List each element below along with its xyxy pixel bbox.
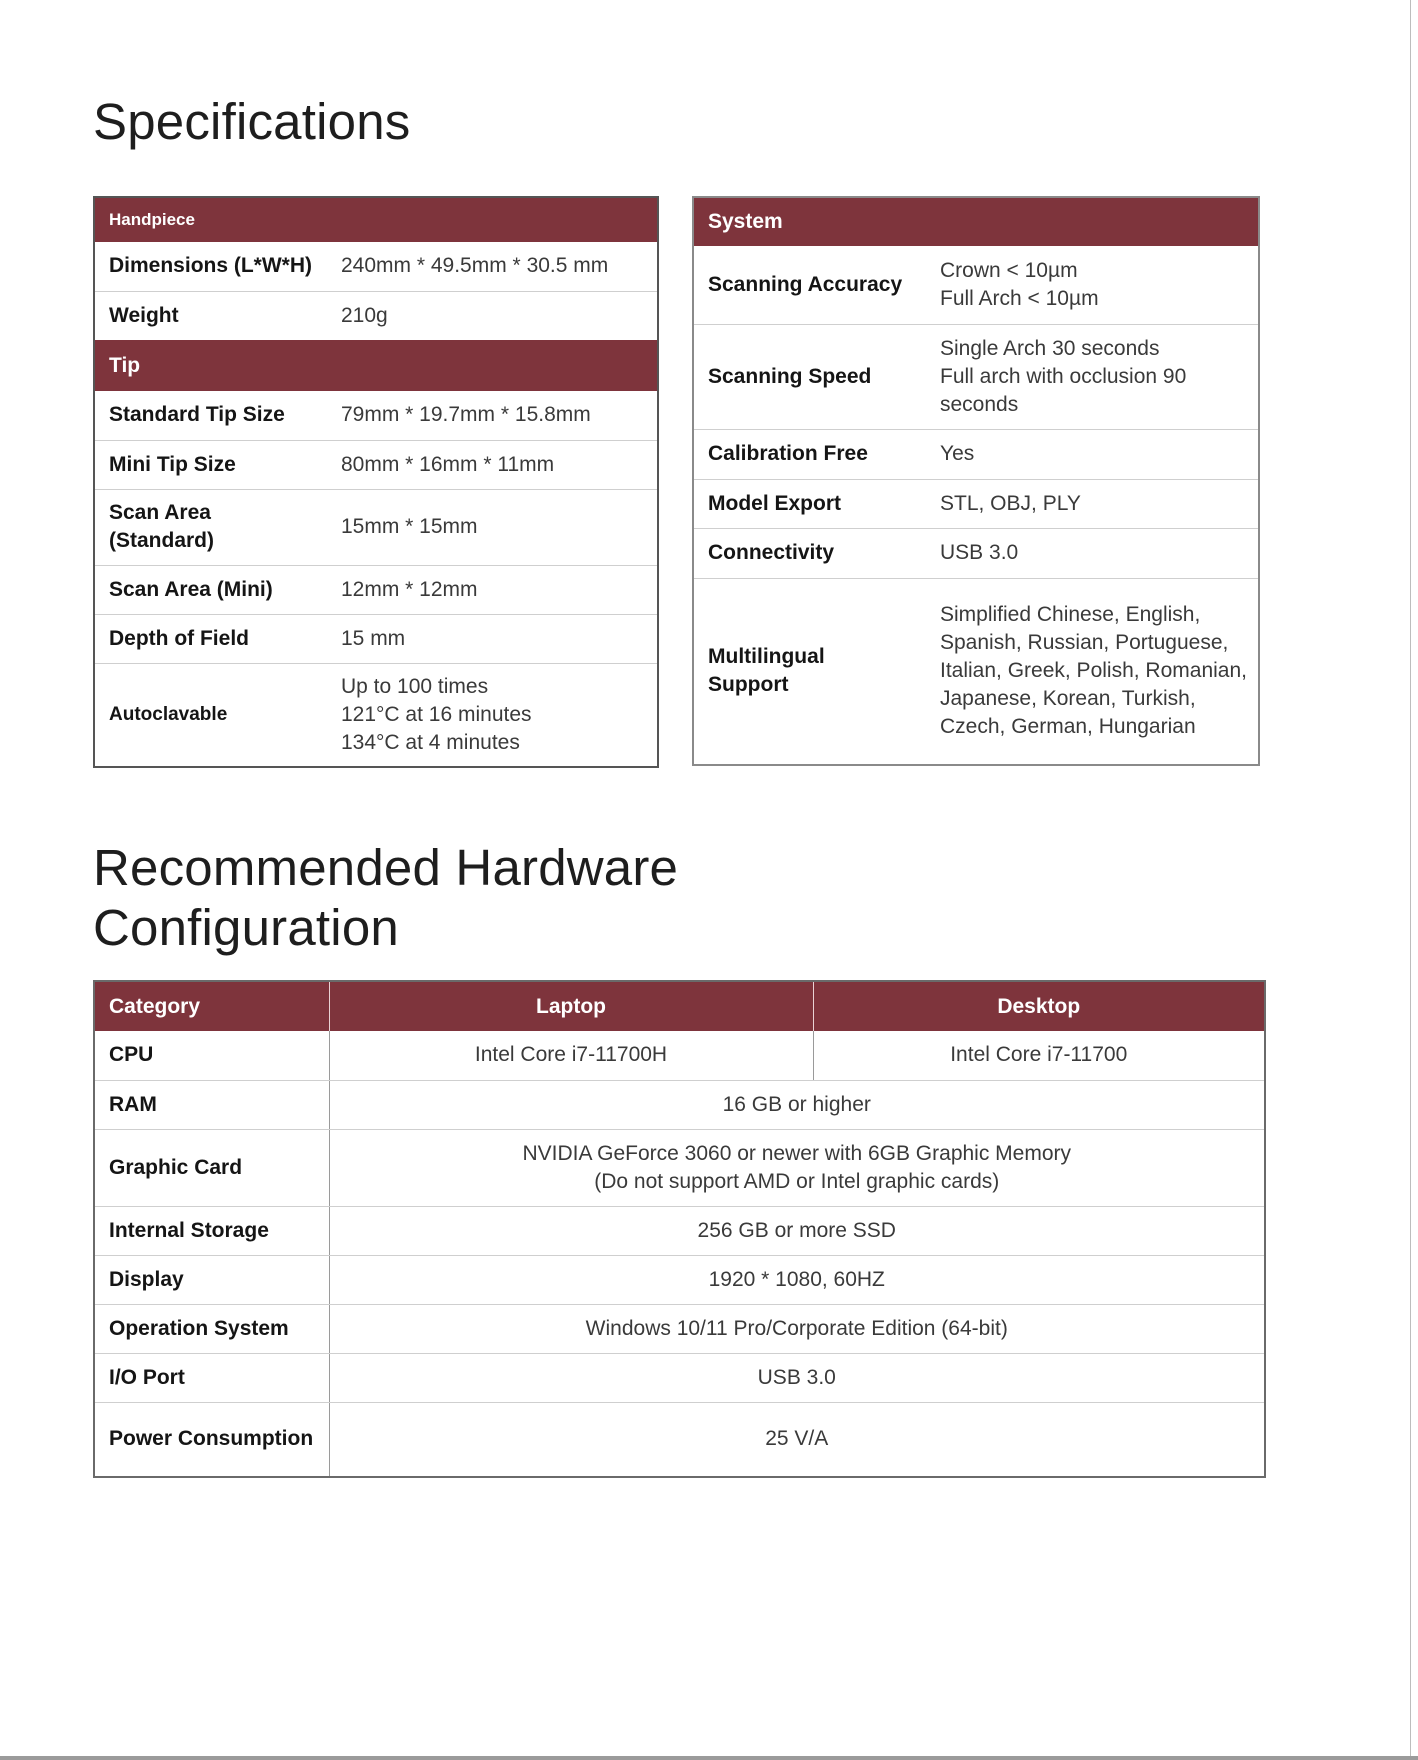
system-table [692,196,1260,766]
table-row [94,1080,1265,1129]
table-row [693,479,1259,528]
table-row [94,1129,1265,1206]
table-row [94,440,658,489]
row-value: NVIDIA GeForce 3060 or newer with 6GB Graphic Memory (Do not support AMD or Intel graphic cards) [329,1129,1265,1206]
column-header-laptop: Laptop [329,981,813,1031]
row-value: 210g [341,303,388,327]
desktop-cpu-value: Intel Core i7-11700 [813,1031,1265,1080]
row-value: STL, OBJ, PLY [926,479,1259,528]
table-row [693,246,1259,324]
system-section-header: System [693,197,1259,246]
row-value: Up to 100 times 121°C at 16 minutes 134°C at 4 minutes [341,674,532,754]
row-label: Dimensions (L*W*H) [94,242,327,291]
table-row [94,1304,1265,1353]
row-label: Depth of Field [94,614,327,663]
specifications-title: Specifications [93,93,411,150]
row-value: 16 GB or higher [329,1080,1265,1129]
row-label: Mini Tip Size [94,440,327,489]
table-row [94,1206,1265,1255]
row-value: 80mm * 16mm * 11mm [327,440,658,489]
page-edge-bottom [0,1756,1418,1760]
row-value: Crown < 10µm Full Arch < 10µm [926,246,1259,324]
row-value: Single Arch 30 seconds Full arch with occlusion 90 seconds [926,324,1259,429]
column-header-category: Category [94,981,329,1031]
table-row [693,429,1259,479]
row-value: USB 3.0 [926,528,1259,578]
table-row [94,489,658,565]
row-label: Weight [109,303,179,327]
row-value: 12mm * 12mm [327,565,658,614]
row-value: Windows 10/11 Pro/Corporate Edition (64-bit) [329,1304,1265,1353]
row-label: I/O Port [94,1353,329,1402]
table-header-row [94,197,658,242]
table-row [94,291,658,340]
row-label: Display [94,1255,329,1304]
row-value: 256 GB or more SSD [329,1206,1265,1255]
row-label: Connectivity [693,528,926,578]
table-row [693,528,1259,578]
row-label: Scanning Accuracy [693,246,926,324]
row-label: RAM [94,1080,329,1129]
row-label: Model Export [693,479,926,528]
hardware-title: Recommended Hardware Configuration [93,839,679,956]
table-row [94,1031,1265,1080]
table-header-row [693,197,1259,246]
row-label: Power Consumption [109,1427,314,1451]
row-value: Simplified Chinese, English, Spanish, Russian, Portuguese, Italian, Greek, Polish, Romanian, Japanese, Korean, Turkish, Czech, German, Hungarian [940,603,1247,739]
table-header-row [94,340,658,391]
row-label: Scanning Speed [693,324,926,429]
tip-section-header: Tip [94,340,658,391]
row-value: 240mm * 49.5mm * 30.5 mm [327,242,658,291]
row-label: Internal Storage [94,1206,329,1255]
table-row [693,578,1259,765]
row-value: Yes [926,429,1259,479]
row-label: Calibration Free [693,429,926,479]
table-row [94,1255,1265,1304]
row-label: CPU [94,1031,329,1080]
laptop-cpu-value: Intel Core i7-11700H [329,1031,813,1080]
row-label: Multilingual Support [708,645,825,697]
row-value: 1920 * 1080, 60HZ [329,1255,1265,1304]
row-value: 15 mm [327,614,658,663]
row-label: Autoclavable [109,703,228,725]
page-edge [1410,0,1411,1760]
table-row [94,663,658,767]
row-label: Scan Area (Mini) [94,565,327,614]
table-row [693,324,1259,429]
table-header-row [94,981,1265,1031]
table-row [94,1402,1265,1477]
table-row [94,1353,1265,1402]
row-value: 15mm * 15mm [327,489,658,565]
table-row [94,242,658,291]
table-row [94,565,658,614]
handpiece-section-header: Handpiece [94,197,658,242]
row-label: Operation System [94,1304,329,1353]
table-row [94,614,658,663]
handpiece-tip-table [93,196,659,768]
row-value: USB 3.0 [329,1353,1265,1402]
row-label: Graphic Card [94,1129,329,1206]
table-row [94,391,658,440]
row-label: Standard Tip Size [94,391,327,440]
row-value: 25 V/A [329,1402,1265,1477]
row-value: 79mm * 19.7mm * 15.8mm [327,391,658,440]
row-label: Scan Area (Standard) [94,489,327,565]
hardware-table [93,980,1266,1478]
column-header-desktop: Desktop [813,981,1265,1031]
